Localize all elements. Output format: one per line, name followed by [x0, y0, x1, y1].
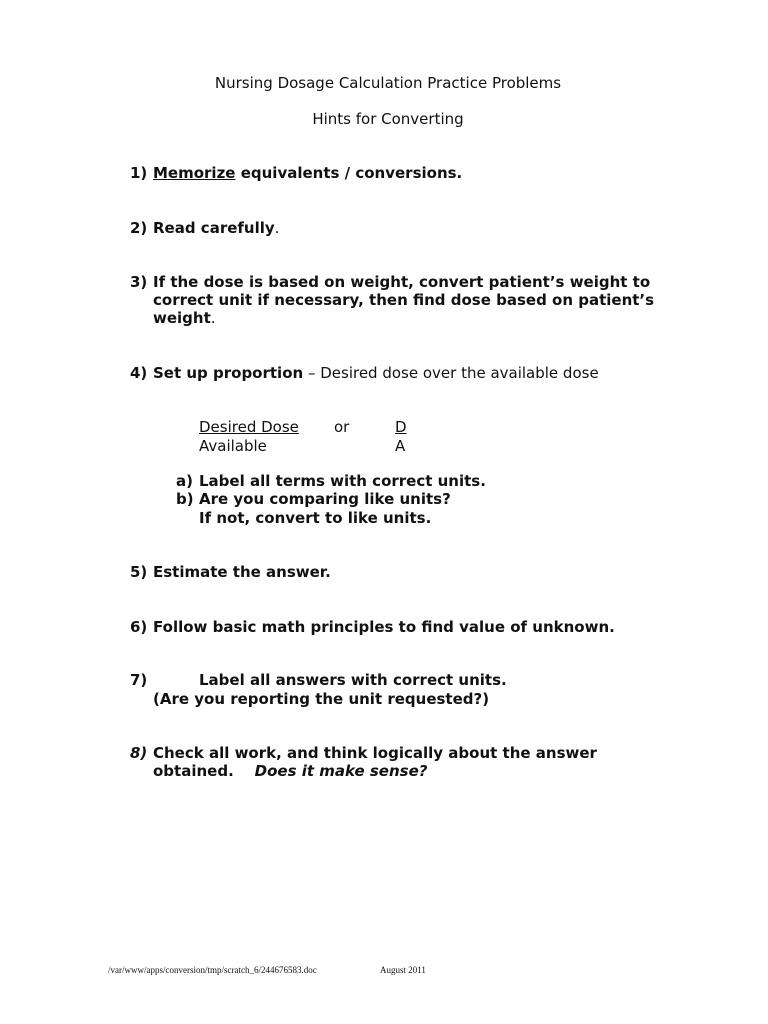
subitem-text: Are you comparing like units? — [199, 490, 451, 508]
item-text: Check all work, and think logically about the answer obtained. — [153, 744, 597, 780]
memorize-emphasis: Memorize — [153, 164, 236, 182]
subitem-label: a) — [176, 472, 193, 490]
subitem-continuation: If not, convert to like units. — [199, 509, 432, 527]
item-emphasis: Does it make sense? — [254, 762, 428, 780]
item-number: 6) — [130, 618, 148, 636]
item-text: Estimate the answer. — [153, 563, 331, 581]
subitem-label: b) — [176, 490, 194, 508]
or-connector: or — [334, 418, 350, 436]
item-text: Follow basic math principles to find value of unknown. — [153, 618, 615, 636]
denominator-letter: A — [395, 437, 406, 455]
footer-file-path: /var/www/apps/conversion/tmp/scratch_6/244676583.doc — [108, 965, 317, 975]
item-text: Read carefully — [153, 219, 275, 237]
document-title: Nursing Dosage Calculation Practice Problems — [214, 74, 562, 92]
item-number: 5) — [130, 563, 148, 581]
item-description: – Desired dose over the available dose — [303, 364, 599, 382]
footer-date: August 2011 — [380, 965, 426, 975]
denominator-word: Available — [199, 437, 267, 455]
item-number: 2) — [130, 219, 148, 237]
item-number: 1) — [130, 164, 148, 182]
numerator-letter: D — [395, 418, 407, 436]
item-note: (Are you reporting the unit requested?) — [153, 690, 490, 708]
item-trailing-period: . — [210, 309, 216, 327]
numerator-word: Desired Dose — [199, 418, 299, 436]
item-text: equivalents / conversions. — [235, 164, 463, 182]
item-text: If the dose is based on weight, convert patient’s weight to correct unit if necessary, then find dose based on patient’s weight — [153, 273, 655, 327]
item-text: Set up proportion — [153, 364, 304, 382]
item-number: 4) — [130, 364, 148, 382]
subitem-text: Label all terms with correct units. — [199, 472, 486, 490]
item-number: 8) — [130, 744, 148, 762]
item-number: 7) — [130, 671, 148, 689]
item-number: 3) — [130, 273, 148, 291]
document-subtitle: Hints for Converting — [312, 110, 464, 128]
item-trailing-period: . — [274, 219, 280, 237]
item-text: Label all answers with correct units. — [199, 671, 507, 689]
